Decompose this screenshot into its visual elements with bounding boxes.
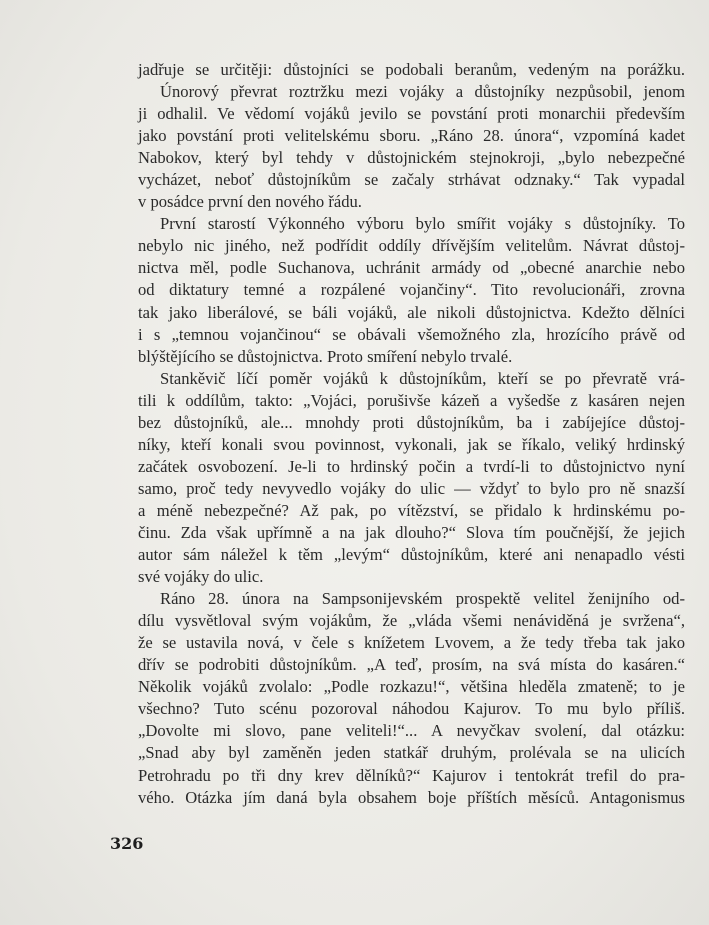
- text-line: tak jako liberálové, se báli vojáků, ale nikoli důstojnictva. Kdežto dělníci: [138, 302, 685, 322]
- text-line: Únorový převrat roztržku mezi vojáky a důstojníky nezpůsobil, jenom: [160, 82, 685, 102]
- text-line: Ráno 28. února na Sampsonijevském prospektě velitel ženijního od-: [160, 589, 685, 609]
- text-line: své vojáky do ulic.: [138, 567, 264, 587]
- text-line: začátek osvobození. Je-li to hrdinský počin a tvrdí-li to důstojnictvo nyní: [138, 456, 685, 476]
- text-line: jadřuje se určitěji: důstojníci se podobali beranům, vedeným na porážku.: [138, 60, 685, 79]
- text-line: níky, kteří konali svou povinnost, vykonali, jak se říkalo, veliký hrdinský: [138, 434, 685, 454]
- text-line: činu. Zda však upřímně a na jak dlouho?“ Slova tím poučnější, že jejich: [138, 522, 685, 542]
- text-line: bez důstojníků, ale... mnohdy proti důstojníkům, ba i zabíjejíce důstoj-: [138, 412, 685, 432]
- text-line: „Snad aby byl zaměněn jeden statkář druhým, prolévala se na ulicích: [138, 743, 685, 763]
- text-line: autor sám náležel k těm „levým“ důstojníkům, které ani nenapadlo vésti: [138, 545, 685, 565]
- text-line: dřív se podrobiti důstojníkům. „A teď, prosím, na svá místa do kasáren.“: [138, 655, 685, 675]
- text-line: samo, proč tedy nevyvedlo vojáky do ulic — vždyť to bylo pro ně snazší: [138, 478, 685, 498]
- text-line: Stankěvič líčí poměr vojáků k důstojníkům, kteří se po převratě vrá-: [160, 368, 685, 388]
- text-line: a méně nebezpečné? Až pak, po vítězství, se přidalo k hrdinskému po-: [138, 500, 685, 520]
- text-line: První starostí Výkonného výboru bylo smířit vojáky s důstojníky. To: [160, 214, 685, 234]
- text-line: od diktatury temné a rozpálené vojančiny“. Tito revolucionáři, zrovna: [138, 280, 685, 300]
- text-line: Několik vojáků zvolalo: „Podle rozkazu!“, většina hleděla zmateně; to je: [138, 677, 685, 697]
- text-line: nebylo nic jiného, než podřídit oddíly dřívějším velitelům. Návrat důstoj-: [138, 236, 685, 256]
- text-line: v posádce první den nového řádu.: [138, 192, 362, 212]
- text-line: „Dovolte mi slovo, pane veliteli!“... A nevyčkav svolení, dal otázku:: [138, 721, 685, 741]
- text-line: jako povstání proti velitelskému sboru. „Ráno 28. února“, vzpomíná kadet: [138, 126, 685, 146]
- text-line: Petrohradu po tři dny krev dělníků?“ Kajurov i tentokrát trefil do pra-: [138, 765, 685, 785]
- text-line: i s „temnou vojančinou“ se obávali všemožného zla, hrozícího právě od: [138, 324, 685, 344]
- text-line: všechno? Tuto scénu pozoroval náhodou Kajurov. To mu bylo příliš.: [138, 699, 685, 719]
- text-line: dílu vysvětloval svým vojákům, že „vláda všemi nenáviděná je svržena“,: [138, 611, 685, 631]
- page-number: 326: [110, 834, 144, 853]
- text-line: vycházet, neboť důstojníkům se začaly strhávat odznaky.“ Tak vypadal: [138, 170, 685, 190]
- text-line: vého. Otázka jím daná byla obsahem boje příštích měsíců. Antagonismus: [138, 787, 685, 807]
- text-line: Nabokov, který byl tehdy v důstojnickém stejnokroji, „bylo nebezpečné: [138, 148, 685, 168]
- text-line: že se ustavila nová, v čele s knížetem Lvovem, a že tedy třeba tak jako: [138, 633, 685, 653]
- text-line: blýštějícího se důstojnictva. Proto smíření nebylo trvalé.: [138, 346, 513, 366]
- text-line: tili k oddílům, takto: „Vojáci, porušivše kázeň a vyšedše z kasáren nejen: [138, 390, 685, 410]
- body-text: [138, 59, 685, 809]
- text-line: ji odhalil. Ve vědomí vojáků jevilo se povstání proti monarchii především: [138, 104, 685, 124]
- text-line: nictva měl, podle Suchanova, uchránit armády od „obecné anarchie nebo: [138, 258, 685, 278]
